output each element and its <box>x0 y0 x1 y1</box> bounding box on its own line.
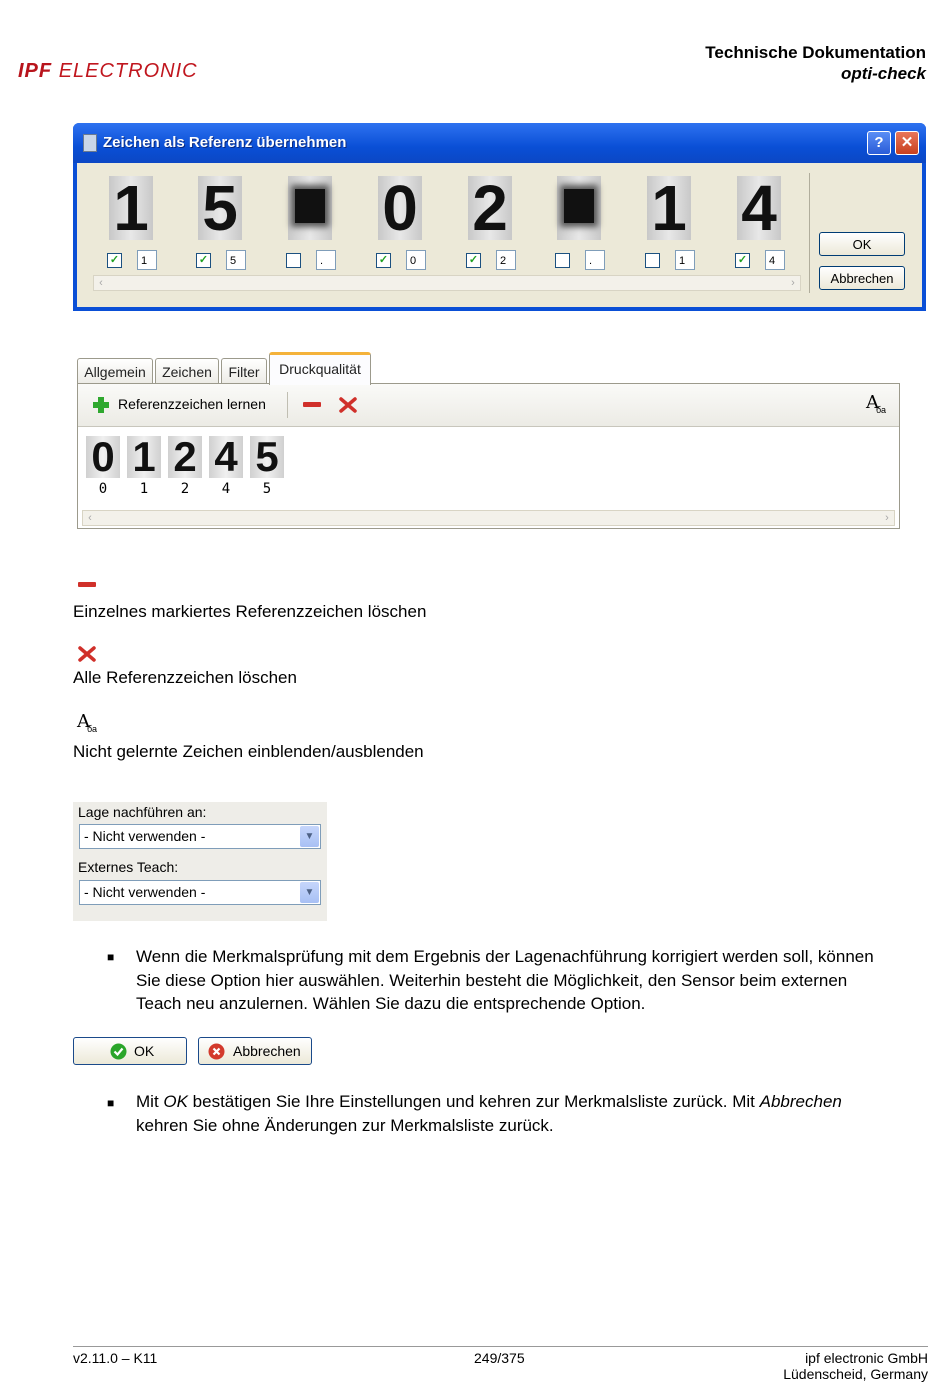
char-checkbox[interactable] <box>555 253 570 268</box>
toggle-description: Nicht gelernte Zeichen einblenden/ausblenden <box>73 742 424 761</box>
tab-zeichen[interactable]: Zeichen <box>155 358 219 384</box>
char-image <box>647 172 691 244</box>
char-value-input[interactable]: 1 <box>137 250 157 270</box>
tab-filter[interactable]: Filter <box>221 358 267 384</box>
chevron-down-icon[interactable]: ▼ <box>300 826 319 847</box>
tab-druckqualitaet[interactable]: Druckqualität <box>269 352 371 385</box>
cancel-circle-icon <box>208 1043 225 1060</box>
help-button[interactable]: ? <box>867 131 891 155</box>
external-teach-select[interactable]: - Nicht verwenden - ▼ <box>79 880 321 905</box>
tracking-select[interactable]: - Nicht verwenden - ▼ <box>79 824 321 849</box>
reference-char-label: 4 <box>221 481 231 497</box>
bullet-icon: ■ <box>107 950 115 964</box>
char-glyph: 5 <box>202 172 238 244</box>
ok-button[interactable]: OK <box>819 232 905 256</box>
tab-panel <box>77 383 900 529</box>
char-value-input[interactable]: . <box>316 250 336 270</box>
toolbar-separator <box>287 392 288 418</box>
char-checkbox[interactable] <box>286 253 301 268</box>
char-image <box>557 176 601 240</box>
check-circle-icon <box>110 1043 127 1060</box>
confirm-paragraph: Mit OK bestätigen Sie Ihre Einstellungen und kehren zur Merkmalsliste zurück. Mit Abbrechen kehren Sie ohne Änderungen zur Merkmalsliste zurück. <box>136 1092 842 1135</box>
char-value-input[interactable]: 5 <box>226 250 246 270</box>
reference-char-image[interactable]: 1 <box>127 436 161 478</box>
char-blob <box>295 189 325 223</box>
scroll-right-icon[interactable]: › <box>885 512 889 524</box>
reference-dialog <box>73 123 926 311</box>
toggle-unlearned-icon: A ба <box>77 711 97 734</box>
char-image <box>109 172 153 244</box>
char-value-input[interactable]: 4 <box>765 250 785 270</box>
position-settings <box>73 802 327 921</box>
ok-button[interactable]: OK <box>73 1037 187 1065</box>
minus-icon[interactable] <box>302 398 322 412</box>
reference-char-label: 2 <box>180 481 190 497</box>
close-button[interactable]: ✕ <box>895 131 919 155</box>
toggle-unlearned-icon[interactable]: A ба <box>866 392 886 415</box>
footer-company: ipf electronic GmbH Lüdenscheid, Germany <box>783 1350 928 1382</box>
horizontal-scrollbar[interactable] <box>93 275 801 291</box>
char-value-input[interactable]: . <box>585 250 605 270</box>
char-image <box>198 172 242 244</box>
reference-char-label: 0 <box>98 481 108 497</box>
minus-icon <box>77 580 97 590</box>
external-teach-label: Externes Teach: <box>78 859 179 875</box>
panel-scrollbar[interactable] <box>82 510 895 526</box>
dialog-title: Zeichen als Referenz übernehmen <box>103 134 347 151</box>
toolbar <box>78 384 899 427</box>
company-logo: IPF ELECTRONIC <box>18 60 198 82</box>
footer-page: 249/375 <box>474 1350 525 1366</box>
delete-one-description: Einzelnes markiertes Referenzzeichen löschen <box>73 602 427 621</box>
chevron-down-icon[interactable]: ▼ <box>300 882 319 903</box>
char-checkbox[interactable]: ✓ <box>376 253 391 268</box>
scroll-right-icon[interactable]: › <box>791 277 795 289</box>
reference-char-label: 1 <box>139 481 149 497</box>
reference-char-image[interactable]: 0 <box>86 436 120 478</box>
reference-char-image[interactable]: 4 <box>209 436 243 478</box>
delete-all-icon <box>77 645 97 663</box>
char-checkbox[interactable] <box>645 253 660 268</box>
plus-icon <box>92 396 110 414</box>
learn-reference-button[interactable] <box>92 395 302 415</box>
reference-char-label: 5 <box>262 481 272 497</box>
delete-all-icon[interactable] <box>338 396 358 414</box>
cancel-button[interactable]: Abbrechen <box>819 266 905 290</box>
char-checkbox[interactable]: ✓ <box>107 253 122 268</box>
char-checkbox[interactable]: ✓ <box>196 253 211 268</box>
cancel-button[interactable]: Abbrechen <box>198 1037 312 1065</box>
scroll-left-icon[interactable]: ‹ <box>88 512 92 524</box>
char-image <box>378 172 422 244</box>
char-glyph: 1 <box>651 172 687 244</box>
bullet-icon: ■ <box>107 1096 115 1110</box>
reference-char-image[interactable]: 5 <box>250 436 284 478</box>
settings-paragraph: Wenn die Merkmalsprüfung mit dem Ergebnis der Lagenachführung korrigiert werden soll, können Sie diese Option hier auswählen. Weiterhin besteht die Möglichkeit, den Sensor beim externen Teach neu anzulernen. Wählen Sie dazu die entsprechende Option. <box>136 947 874 1013</box>
char-image <box>468 172 512 244</box>
char-checkbox[interactable]: ✓ <box>466 253 481 268</box>
delete-all-description: Alle Referenzzeichen löschen <box>73 668 297 687</box>
char-value-input[interactable]: 0 <box>406 250 426 270</box>
reference-char-image[interactable]: 2 <box>168 436 202 478</box>
char-value-input[interactable]: 1 <box>675 250 695 270</box>
app-icon <box>83 134 97 152</box>
scroll-left-icon[interactable]: ‹ <box>99 277 103 289</box>
char-glyph: 0 <box>382 172 418 244</box>
footer-version: v2.11.0 – K11 <box>73 1350 158 1366</box>
learn-reference-label: Referenzzeichen lernen <box>118 396 266 412</box>
doc-subtitle: opti-check <box>840 64 926 83</box>
char-blob <box>564 189 594 223</box>
settings-tabs <box>77 352 900 529</box>
char-glyph: 4 <box>741 172 777 244</box>
dialog-body <box>77 163 922 307</box>
char-value-input[interactable]: 2 <box>496 250 516 270</box>
tab-allgemein[interactable]: Allgemein <box>77 358 153 384</box>
char-image <box>288 176 332 240</box>
char-checkbox[interactable]: ✓ <box>735 253 750 268</box>
tracking-label: Lage nachführen an: <box>78 804 207 820</box>
doc-title: Technische Dokumentation <box>705 43 926 62</box>
char-glyph: 2 <box>472 172 508 244</box>
divider <box>809 173 810 293</box>
char-image <box>737 172 781 244</box>
dialog-titlebar <box>73 123 926 163</box>
char-glyph: 1 <box>113 172 149 244</box>
footer-divider <box>73 1346 928 1347</box>
